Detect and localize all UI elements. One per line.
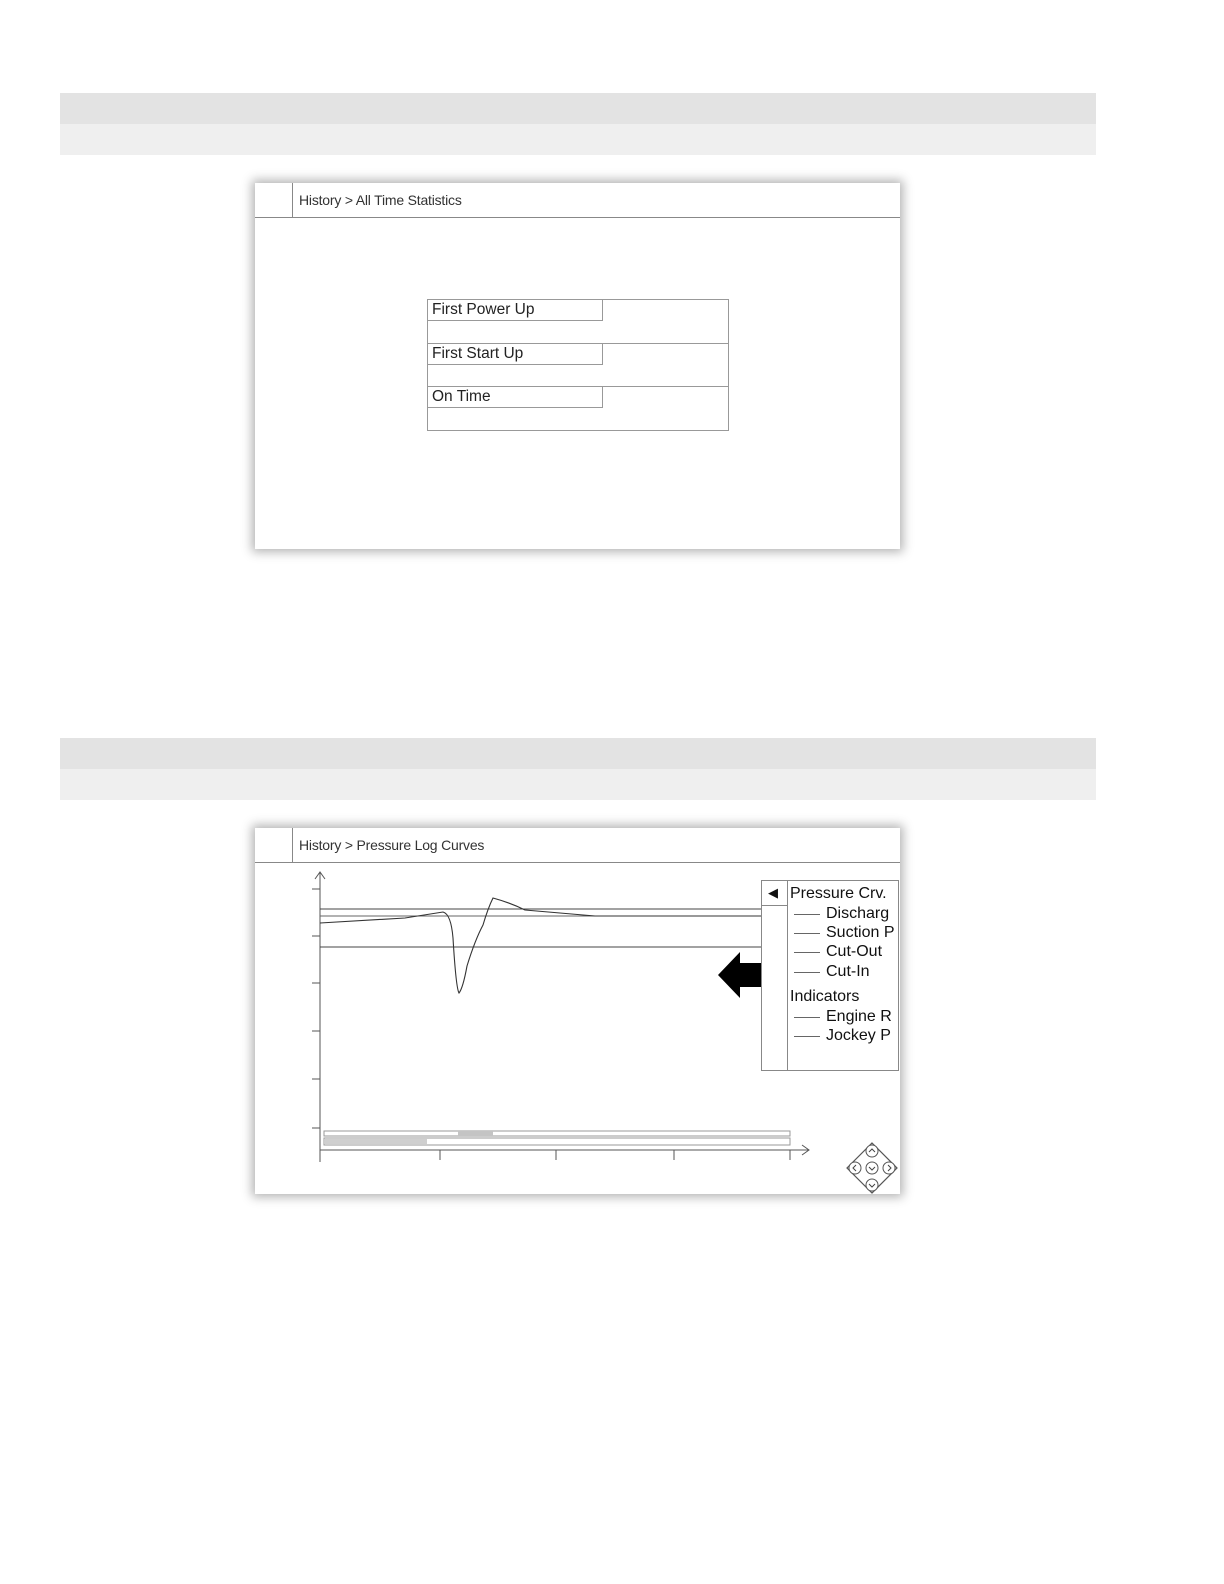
legend-swatch bbox=[794, 1017, 820, 1018]
breadcrumb: History > All Time Statistics bbox=[299, 192, 462, 208]
stat-row-first-start-up bbox=[428, 343, 728, 388]
time-scrollbar-thumb[interactable] bbox=[325, 1139, 427, 1144]
legend-item-engine[interactable]: Engine R bbox=[826, 1008, 892, 1025]
legend-item-jockey[interactable]: Jockey P bbox=[826, 1027, 891, 1044]
zoom-scrollbar-thumb[interactable] bbox=[458, 1131, 493, 1136]
stat-label: First Start Up bbox=[428, 344, 603, 365]
stat-label: First Power Up bbox=[428, 300, 603, 321]
breadcrumb: History > Pressure Log Curves bbox=[299, 837, 485, 853]
legend-item-cut-in[interactable]: Cut-In bbox=[826, 963, 870, 980]
collapse-arrow-icon[interactable]: ◀ bbox=[768, 885, 778, 900]
legend-item-cut-out[interactable]: Cut-Out bbox=[826, 943, 883, 960]
legend-panel bbox=[761, 880, 899, 1071]
legend-group-title: Indicators bbox=[790, 988, 860, 1005]
section-band-light bbox=[60, 124, 1096, 155]
divider bbox=[762, 905, 787, 906]
statistics-table bbox=[427, 299, 729, 431]
screen-header bbox=[255, 183, 900, 218]
section-band-dark bbox=[60, 738, 1096, 769]
discharge-pressure-curve bbox=[320, 898, 761, 993]
legend-side-column bbox=[762, 881, 788, 1070]
section-band-light bbox=[60, 769, 1096, 800]
legend-item-suction[interactable]: Suction P bbox=[826, 924, 895, 941]
section-band-dark bbox=[60, 93, 1096, 124]
zoom-scrollbar[interactable] bbox=[324, 1131, 790, 1136]
pressure-log-curves-screen bbox=[255, 828, 900, 1194]
stat-label: On Time bbox=[428, 387, 603, 408]
dpad-navigation-icon[interactable] bbox=[845, 1141, 899, 1194]
legend-group-title: Pressure Crv. bbox=[790, 885, 887, 902]
left-arrow-icon bbox=[718, 951, 764, 999]
legend-swatch bbox=[794, 952, 820, 953]
legend-swatch bbox=[794, 1036, 820, 1037]
legend-swatch bbox=[794, 914, 820, 915]
all-time-statistics-screen bbox=[255, 183, 900, 549]
legend-swatch bbox=[794, 972, 820, 973]
stat-row-on-time bbox=[428, 386, 728, 431]
stat-row-first-power-up bbox=[428, 300, 728, 344]
legend-item-discharge[interactable]: Discharg bbox=[826, 905, 890, 922]
legend-swatch bbox=[794, 933, 820, 934]
home-button[interactable] bbox=[255, 183, 293, 217]
